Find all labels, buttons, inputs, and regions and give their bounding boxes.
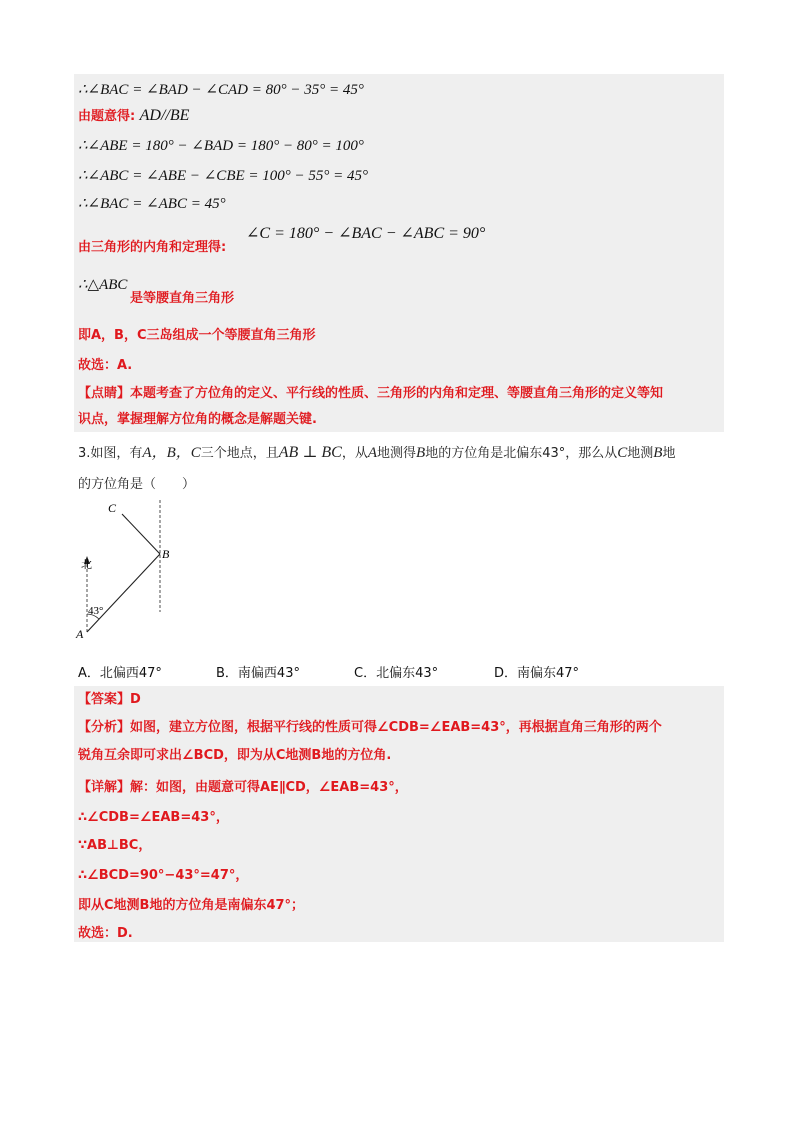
given-math: AD//BE [139,107,190,124]
q3-seg: 地测得 [377,446,417,461]
label-c: C [108,501,117,515]
solution-line-7-math: ∴△ABC [78,277,128,293]
segment-ab [87,554,160,632]
solution-line-9: 故选：A. [78,358,133,373]
q3-seg: 三个地点，且 [200,446,279,461]
detail-line-3: ∵AB⊥BC， [78,838,152,853]
solution-line-5: ∴∠BAC = ∠ABC = 45° [78,196,226,212]
detail-line-1: 【详解】解：如图，由题意可得AE∥CD，∠EAB=43°， [78,780,408,795]
q3-seg: A [367,445,377,461]
label-north: 北 [81,559,92,571]
option-d[interactable]: D．南偏东47° [494,666,580,681]
q3-seg: C [617,445,628,461]
question-3-line-1 [78,443,675,464]
solution-line-3: ∴∠ABE = 180° − ∠BAD = 180° − 80° = 100° [78,138,364,154]
analysis-line-2: 锐角互余即可求出∠BCD，即为从C地测B地的方位角. [78,748,392,763]
q3-seg: B [416,445,426,461]
q3-seg: B [653,445,663,461]
label-a: A [76,627,84,641]
option-a[interactable]: A．北偏西47° [78,666,162,681]
q3-seg: ，从 [341,446,368,461]
solution-line-1: ∴∠BAC = ∠BAD − ∠CAD = 80° − 35° = 45° [78,82,364,98]
q3-seg: 地的方位角是北偏东43°，那么从 [425,446,618,461]
detail-line-4: ∴∠BCD=90°−43°=47°， [78,868,249,883]
given-label: 由题意得: [78,109,136,124]
option-b[interactable]: B．南偏西43° [216,666,300,681]
q3-seg: A，B，C [142,445,201,461]
answer-line: 【答案】D [78,692,141,707]
q3-seg: 地测 [627,446,654,461]
solution-line-2 [78,106,189,127]
detail-line-2: ∴∠CDB=∠EAB=43°， [78,810,229,825]
q3-seg: AB ⊥ BC [278,444,342,461]
q3-seg: 地 [662,446,676,461]
detail-line-5: 即从C地测B地的方位角是南偏东47°； [78,898,305,913]
solution-line-6-math: ∠C = 180° − ∠BAC − ∠ABC = 90° [246,225,486,242]
direction-figure [70,496,270,646]
angle-label: 43° [88,605,104,617]
q3-seg: 3.如图，有 [78,446,143,461]
solution-line-7-text: 是等腰直角三角形 [130,291,235,306]
detail-line-6: 故选：D. [78,926,133,941]
analysis-line-1: 【分析】如图，建立方位图，根据平行线的性质可得∠CDB=∠EAB=43°，再根据直角三角形的两个 [78,720,662,735]
solution-line-6-text: 由三角形的内角和定理得: [78,240,227,255]
question-3-line-2: 的方位角是（ ） [78,477,196,492]
remark-line-2: 识点，掌握理解方位角的概念是解题关键. [78,412,317,427]
label-b: B [162,547,170,561]
solution-line-4: ∴∠ABC = ∠ABE − ∠CBE = 100° − 55° = 45° [78,168,369,184]
remark-line-1: 【点睛】本题考查了方位角的定义、平行线的性质、三角形的内角和定理、等腰直角三角形的定义等知 [78,386,664,401]
segment-cb [122,514,160,554]
option-c[interactable]: C．北偏东43° [354,666,439,681]
solution-line-8: 即A，B，C三岛组成一个等腰直角三角形 [78,328,316,343]
